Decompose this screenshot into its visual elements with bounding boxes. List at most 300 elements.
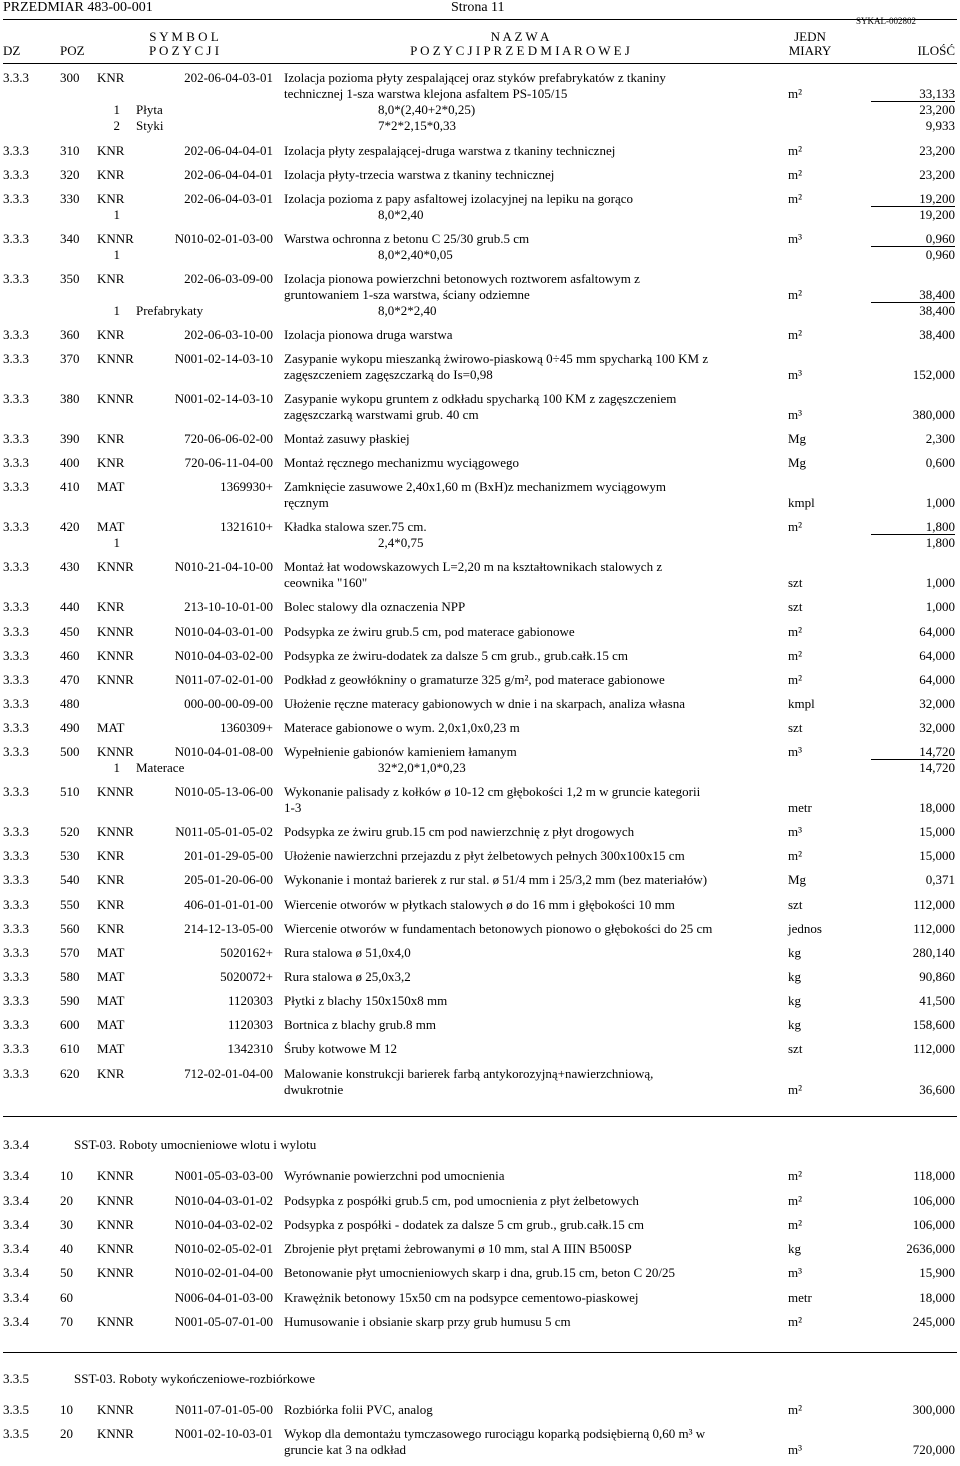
row-catalog-type: KNR xyxy=(97,1066,125,1081)
row-symbol: N010-21-04-10-00 xyxy=(174,559,273,574)
row-symbol: N010-05-13-06-00 xyxy=(174,784,273,799)
row-catalog-type: KNNR xyxy=(97,1402,134,1417)
row-quantity: 106,000 xyxy=(912,1193,955,1208)
row-quantity: 106,000 xyxy=(912,1217,955,1232)
row-position: 320 xyxy=(60,167,80,182)
column-header-quantity: ILOŚĆ xyxy=(917,43,955,58)
row-description: Izolacja pionowa powierzchni betonowych roztworem asfaltowym z xyxy=(284,271,640,286)
row-symbol: 214-12-13-05-00 xyxy=(184,921,273,936)
row-quantity: 1,000 xyxy=(925,575,955,590)
row-unit: m³ xyxy=(788,367,803,382)
row-catalog-type: KNR xyxy=(97,327,125,342)
row-symbol: 202-06-04-03-01 xyxy=(184,191,273,206)
calc-line-expression: 7*2*2,15*0,33 xyxy=(378,118,456,133)
row-catalog-type: KNNR xyxy=(97,1217,134,1232)
row-position: 590 xyxy=(60,993,80,1008)
calc-line-number: 1 xyxy=(113,247,120,262)
row-section: 3.3.4 xyxy=(3,1168,29,1183)
row-unit: m² xyxy=(788,848,803,863)
row-quantity: 23,200 xyxy=(919,167,955,182)
page-number: Strona 11 xyxy=(451,0,505,15)
row-section: 3.3.4 xyxy=(3,1290,29,1305)
column-header-symbol-top: S Y M B O L xyxy=(149,29,219,44)
row-description: Zasypanie wykopu gruntem z odkładu spycharką 100 KM z zagęszczeniem xyxy=(284,391,677,406)
row-symbol: N010-04-03-02-00 xyxy=(174,648,273,663)
calc-line-expression: 8,0*2,40 xyxy=(378,207,424,222)
calc-line-expression: 2,4*0,75 xyxy=(378,535,424,550)
row-section: 3.3.3 xyxy=(3,519,29,534)
row-symbol: 5020072+ xyxy=(220,969,273,984)
row-section: 3.3.3 xyxy=(3,479,29,494)
row-description: Izolacja pionowa druga warstwa xyxy=(284,327,453,342)
calc-line-number: 1 xyxy=(113,760,120,775)
row-quantity: 112,000 xyxy=(913,921,955,936)
row-section: 3.3.3 xyxy=(3,167,29,182)
row-section: 3.3.3 xyxy=(3,672,29,687)
row-quantity: 118,000 xyxy=(913,1168,955,1183)
row-description: Podsypka ze żwiru grub.5 cm, pod materace gabionowe xyxy=(284,624,575,639)
row-description: Materace gabionowe o wym. 2,0x1,0x0,23 m xyxy=(284,720,520,735)
row-description: Wykop dla demontażu tymczasowego rurociągu koparką podsiębierną 0,60 m³ w xyxy=(284,1426,706,1441)
row-catalog-type: KNNR xyxy=(97,1426,134,1441)
row-description: Humusowanie i obsianie skarp przy grub humusu 5 cm xyxy=(284,1314,571,1329)
row-quantity: 2636,000 xyxy=(906,1241,955,1256)
row-position: 440 xyxy=(60,599,80,614)
row-position: 540 xyxy=(60,872,80,887)
column-header-bottom-line xyxy=(3,63,957,64)
row-unit: m² xyxy=(788,167,803,182)
row-catalog-type: KNR xyxy=(97,143,125,158)
row-description: Ułożenie ręczne materacy gabionowych w dnie i na skarpach, analiza własna xyxy=(284,696,686,711)
row-position: 400 xyxy=(60,455,80,470)
row-position: 30 xyxy=(60,1217,73,1232)
calc-line-quantity: 1,800 xyxy=(925,535,955,550)
row-unit: szt xyxy=(788,1041,803,1056)
calc-line-quantity: 19,200 xyxy=(919,207,955,222)
row-description: zagęszczarką warstwami grub. 40 cm xyxy=(284,407,479,422)
row-description: Wiercenie otworów w fundamentach betonowych pionowo o głębokości do 25 cm xyxy=(284,921,713,936)
row-position: 470 xyxy=(60,672,80,687)
row-section: 3.3.3 xyxy=(3,143,29,158)
row-quantity: 90,860 xyxy=(919,969,955,984)
row-catalog-type: MAT xyxy=(97,519,125,534)
row-section: 3.3.3 xyxy=(3,559,29,574)
row-description: Płytki z blachy 150x150x8 mm xyxy=(284,993,448,1008)
row-section: 3.3.5 xyxy=(3,1402,29,1417)
row-catalog-type: MAT xyxy=(97,993,125,1008)
row-quantity: 15,000 xyxy=(919,824,955,839)
row-unit: m² xyxy=(788,1082,803,1097)
row-symbol: N011-05-01-05-02 xyxy=(175,824,273,839)
row-description: Podsypka ze żwiru-dodatek za dalsze 5 cm grub., grub.całk.15 cm xyxy=(284,648,629,663)
calc-line-label: Styki xyxy=(136,118,164,133)
row-position: 360 xyxy=(60,327,80,342)
row-position: 480 xyxy=(60,696,80,711)
row-description: Bortnica z blachy grub.8 mm xyxy=(284,1017,436,1032)
row-unit: m² xyxy=(788,287,803,302)
row-catalog-type: KNNR xyxy=(97,1193,134,1208)
row-catalog-type: MAT xyxy=(97,945,125,960)
row-symbol: N010-04-03-01-00 xyxy=(174,624,273,639)
section-separator-line xyxy=(3,1116,957,1117)
row-catalog-type: KNR xyxy=(97,921,125,936)
row-quantity: 15,900 xyxy=(919,1265,955,1280)
calc-line-label: Materace xyxy=(136,760,185,775)
row-unit: m² xyxy=(788,1402,803,1417)
row-symbol: N010-04-01-08-00 xyxy=(174,744,273,759)
calc-line-quantity: 9,933 xyxy=(925,118,955,133)
row-unit: m² xyxy=(788,1193,803,1208)
row-section: 3.3.3 xyxy=(3,993,29,1008)
row-symbol: N001-02-10-03-01 xyxy=(174,1426,273,1441)
column-header-dz: DZ xyxy=(3,43,21,58)
row-symbol: N001-05-07-01-00 xyxy=(174,1314,273,1329)
row-position: 530 xyxy=(60,848,80,863)
row-symbol: N010-02-01-03-00 xyxy=(174,231,273,246)
calc-line-quantity: 0,960 xyxy=(925,247,955,262)
row-position: 430 xyxy=(60,559,80,574)
row-description: Wyrównanie powierzchni pod umocnienia xyxy=(284,1168,505,1183)
row-catalog-type: KNNR xyxy=(97,624,134,639)
row-quantity: 158,600 xyxy=(912,1017,955,1032)
row-description: Izolacja pozioma płyty zespalającej oraz styków prefabrykatów z tkaniny xyxy=(284,70,666,85)
row-quantity: 0,600 xyxy=(925,455,955,470)
row-unit: m² xyxy=(788,672,803,687)
row-catalog-type: KNNR xyxy=(97,784,134,799)
header-top-line xyxy=(3,19,957,20)
row-catalog-type: KNNR xyxy=(97,351,134,366)
row-symbol: 720-06-11-04-00 xyxy=(184,455,273,470)
row-unit: m³ xyxy=(788,407,803,422)
column-header-poz: POZ xyxy=(60,43,85,58)
row-description: 1-3 xyxy=(284,800,302,815)
row-position: 410 xyxy=(60,479,80,494)
row-description: technicznej 1-sza warstwa klejona asfaltem PS-105/15 xyxy=(284,86,568,101)
calc-line-expression: 8,0*2*2,40 xyxy=(378,303,437,318)
row-symbol: N010-02-05-02-01 xyxy=(174,1241,273,1256)
row-symbol: N011-07-01-05-00 xyxy=(175,1402,273,1417)
row-unit: m³ xyxy=(788,1265,803,1280)
row-position: 50 xyxy=(60,1265,73,1280)
row-section: 3.3.3 xyxy=(3,848,29,863)
row-catalog-type: MAT xyxy=(97,1017,125,1032)
row-position: 60 xyxy=(60,1290,73,1305)
column-header-unit-bottom: MIARY xyxy=(788,43,832,58)
row-unit: szt xyxy=(788,599,803,614)
row-description: Malowanie konstrukcji barierek farbą antykorozyjną+nawierzchniową, xyxy=(284,1066,654,1081)
row-section: 3.3.3 xyxy=(3,327,29,342)
row-description: zagęszczeniem zagęszczarką do Is=0,98 xyxy=(284,367,493,382)
row-quantity: 18,000 xyxy=(919,1290,955,1305)
row-unit: metr xyxy=(788,800,812,815)
row-symbol: 1321610+ xyxy=(220,519,273,534)
row-symbol: N010-04-03-01-02 xyxy=(174,1193,273,1208)
row-catalog-type: KNNR xyxy=(97,231,134,246)
row-quantity: 38,400 xyxy=(919,327,955,342)
row-section: 3.3.3 xyxy=(3,391,29,406)
row-section: 3.3.4 xyxy=(3,1314,29,1329)
row-section: 3.3.5 xyxy=(3,1426,29,1441)
row-unit: m³ xyxy=(788,1442,803,1457)
row-section: 3.3.3 xyxy=(3,696,29,711)
row-unit: m² xyxy=(788,1314,803,1329)
row-quantity: 32,000 xyxy=(919,696,955,711)
row-catalog-type: KNR xyxy=(97,191,125,206)
row-description: Izolacja płyty-trzecia warstwa z tkaniny technicznej xyxy=(284,167,555,182)
row-quantity: 33,133 xyxy=(919,86,955,101)
row-position: 330 xyxy=(60,191,80,206)
row-section: 3.3.3 xyxy=(3,599,29,614)
row-catalog-type: MAT xyxy=(97,1041,125,1056)
column-header-name-top: N A Z W A xyxy=(490,29,550,44)
row-symbol: N001-02-14-03-10 xyxy=(174,391,273,406)
row-description: ręcznym xyxy=(284,495,329,510)
row-catalog-type: KNNR xyxy=(97,1241,134,1256)
row-catalog-type: KNR xyxy=(97,872,125,887)
row-description: Izolacja pozioma z papy asfaltowej izolacyjnej na lepiku na gorąco xyxy=(284,191,634,206)
row-section: 3.3.3 xyxy=(3,70,29,85)
row-description: Rura stalowa ø 25,0x3,2 xyxy=(284,969,411,984)
row-unit: kg xyxy=(788,993,801,1008)
calc-line-label: Płyta xyxy=(136,102,163,117)
row-catalog-type: KNR xyxy=(97,848,125,863)
row-symbol: 1360309+ xyxy=(220,720,273,735)
row-unit: m² xyxy=(788,191,803,206)
calc-line-expression: 8,0*2,40*0,05 xyxy=(378,247,453,262)
row-catalog-type: KNR xyxy=(97,70,125,85)
row-position: 610 xyxy=(60,1041,80,1056)
row-section: 3.3.3 xyxy=(3,921,29,936)
row-catalog-type: KNR xyxy=(97,599,125,614)
row-quantity: 300,000 xyxy=(912,1402,955,1417)
row-unit: m³ xyxy=(788,824,803,839)
row-unit: szt xyxy=(788,897,803,912)
row-description: Wiercenie otworów w płytkach stalowych ø do 16 mm i głębokości 10 mm xyxy=(284,897,675,912)
calc-line-expression: 32*2,0*1,0*0,23 xyxy=(378,760,466,775)
row-quantity: 1,000 xyxy=(925,495,955,510)
row-position: 390 xyxy=(60,431,80,446)
row-unit: m² xyxy=(788,519,803,534)
row-position: 420 xyxy=(60,519,80,534)
row-quantity: 720,000 xyxy=(912,1442,955,1457)
row-quantity: 38,400 xyxy=(919,287,955,302)
row-unit: kg xyxy=(788,969,801,984)
calc-line-label: Prefabrykaty xyxy=(136,303,204,318)
document-title: PRZEDMIAR 483-00-001 xyxy=(3,0,153,15)
calc-line-quantity: 38,400 xyxy=(919,303,955,318)
row-unit: jednos xyxy=(788,921,822,936)
row-description: Wykonanie palisady z kołków ø 10-12 cm głębokości 1,2 m w gruncie kategorii xyxy=(284,784,701,799)
row-symbol: N006-04-01-03-00 xyxy=(174,1290,273,1305)
row-symbol: 5020162+ xyxy=(220,945,273,960)
row-unit: m² xyxy=(788,1217,803,1232)
row-section: 3.3.4 xyxy=(3,1265,29,1280)
row-quantity: 1,000 xyxy=(925,599,955,614)
row-description: Ułożenie nawierzchni przejazdu z płyt żelbetowych pełnych 300x100x15 cm xyxy=(284,848,685,863)
row-description: Warstwa ochronna z betonu C 25/30 grub.5 cm xyxy=(284,231,530,246)
row-position: 490 xyxy=(60,720,80,735)
row-section: 3.3.3 xyxy=(3,231,29,246)
row-symbol: 720-06-06-02-00 xyxy=(184,431,273,446)
row-description: Montaż ręcznego mechanizmu wyciągowego xyxy=(284,455,519,470)
row-catalog-type: MAT xyxy=(97,720,125,735)
calc-line-expression: 8,0*(2,40+2*0,25) xyxy=(378,102,476,117)
row-section: 3.3.3 xyxy=(3,824,29,839)
row-position: 550 xyxy=(60,897,80,912)
row-section: 3.3.3 xyxy=(3,969,29,984)
section-number: 3.3.4 xyxy=(3,1137,29,1152)
row-description: Wypełnienie gabionów kamieniem łamanym xyxy=(284,744,517,759)
row-catalog-type: KNR xyxy=(97,167,125,182)
row-section: 3.3.3 xyxy=(3,1066,29,1081)
row-description: Izolacja płyty zespalającej-druga warstwa z tkaniny technicznej xyxy=(284,143,616,158)
row-description: Bolec stalowy dla oznaczenia NPP xyxy=(284,599,466,614)
row-description: Podsypka z pospółki - dodatek za dalsze 5 cm grub., grub.całk.15 cm xyxy=(284,1217,644,1232)
row-section: 3.3.3 xyxy=(3,872,29,887)
row-quantity: 152,000 xyxy=(912,367,955,382)
row-quantity: 0,960 xyxy=(925,231,955,246)
row-quantity: 64,000 xyxy=(919,648,955,663)
row-unit: kg xyxy=(788,1017,801,1032)
row-catalog-type: KNNR xyxy=(97,672,134,687)
row-catalog-type: KNNR xyxy=(97,744,134,759)
row-description: Zasypanie wykopu mieszanką żwirowo-piaskową 0÷45 mm spycharką 100 KM z xyxy=(284,351,709,366)
row-description: Śruby kotwowe M 12 xyxy=(284,1041,398,1056)
row-position: 340 xyxy=(60,231,80,246)
row-position: 350 xyxy=(60,271,80,286)
row-catalog-type: MAT xyxy=(97,969,125,984)
row-position: 620 xyxy=(60,1066,80,1081)
row-section: 3.3.3 xyxy=(3,744,29,759)
row-symbol: 202-06-03-09-00 xyxy=(184,271,273,286)
row-symbol: 1120303 xyxy=(227,1017,273,1032)
row-unit: m³ xyxy=(788,231,803,246)
row-position: 380 xyxy=(60,391,80,406)
row-section: 3.3.4 xyxy=(3,1241,29,1256)
row-section: 3.3.3 xyxy=(3,648,29,663)
row-catalog-type: KNR xyxy=(97,431,125,446)
row-position: 20 xyxy=(60,1426,73,1441)
row-quantity: 2,300 xyxy=(925,431,955,446)
row-quantity: 18,000 xyxy=(919,800,955,815)
row-symbol: 201-01-29-05-00 xyxy=(184,848,273,863)
row-unit: Mg xyxy=(788,872,807,887)
row-unit: m² xyxy=(788,327,803,342)
row-quantity: 1,800 xyxy=(925,519,955,534)
row-position: 520 xyxy=(60,824,80,839)
row-section: 3.3.3 xyxy=(3,1017,29,1032)
row-unit: Mg xyxy=(788,431,807,446)
row-quantity: 14,720 xyxy=(919,744,955,759)
row-unit: Mg xyxy=(788,455,807,470)
row-unit: szt xyxy=(788,720,803,735)
row-unit: metr xyxy=(788,1290,812,1305)
row-position: 460 xyxy=(60,648,80,663)
row-catalog-type: MAT xyxy=(97,479,125,494)
row-quantity: 15,000 xyxy=(919,848,955,863)
row-description: Wykonanie i montaż barierek z rur stal. ø 51/4 mm i 25/3,2 mm (bez materiałów) xyxy=(284,872,708,887)
row-position: 500 xyxy=(60,744,80,759)
row-description: Betonowanie płyt umocnieniowych skarp i dna, grub.15 cm, beton C 20/25 xyxy=(284,1265,676,1280)
row-symbol: N010-02-01-04-00 xyxy=(174,1265,273,1280)
column-header-name-bottom: P O Z Y C J I P R Z E D M I A R O W E J xyxy=(410,43,630,58)
section-number: 3.3.5 xyxy=(3,1371,29,1386)
row-unit: m² xyxy=(788,86,803,101)
row-symbol: 202-06-04-03-01 xyxy=(184,70,273,85)
row-position: 70 xyxy=(60,1314,73,1329)
row-symbol: 202-06-03-10-00 xyxy=(184,327,273,342)
row-position: 10 xyxy=(60,1402,73,1417)
row-catalog-type: KNNR xyxy=(97,648,134,663)
row-position: 580 xyxy=(60,969,80,984)
row-symbol: N001-05-03-03-00 xyxy=(174,1168,273,1183)
row-catalog-type: KNR xyxy=(97,271,125,286)
calc-line-number: 2 xyxy=(113,118,120,133)
row-description: Montaż zasuwy płaskiej xyxy=(284,431,410,446)
section-title: SST-03. Roboty wykończeniowe-rozbiórkowe xyxy=(74,1371,316,1386)
row-catalog-type: KNNR xyxy=(97,391,134,406)
row-unit: m² xyxy=(788,1168,803,1183)
row-quantity: 19,200 xyxy=(919,191,955,206)
row-section: 3.3.3 xyxy=(3,624,29,639)
row-quantity: 0,371 xyxy=(925,872,955,887)
row-symbol: N001-02-14-03-10 xyxy=(174,351,273,366)
row-position: 510 xyxy=(60,784,80,799)
row-quantity: 112,000 xyxy=(913,1041,955,1056)
row-symbol: 202-06-04-04-01 xyxy=(184,143,273,158)
row-catalog-type: KNR xyxy=(97,897,125,912)
row-unit: kmpl xyxy=(788,495,815,510)
calc-line-quantity: 23,200 xyxy=(919,102,955,117)
row-quantity: 23,200 xyxy=(919,143,955,158)
row-catalog-type: KNNR xyxy=(97,1168,134,1183)
row-position: 310 xyxy=(60,143,80,158)
row-description: Podsypka z pospółki grub.5 cm, pod umocnienia z płyt żelbetowych xyxy=(284,1193,639,1208)
row-quantity: 41,500 xyxy=(919,993,955,1008)
row-description: gruncie kat 3 na odkład xyxy=(284,1442,407,1457)
row-quantity: 32,000 xyxy=(919,720,955,735)
row-unit: kg xyxy=(788,945,801,960)
row-symbol: 205-01-20-06-00 xyxy=(184,872,273,887)
row-position: 300 xyxy=(60,70,80,85)
row-section: 3.3.3 xyxy=(3,455,29,470)
row-catalog-type: KNNR xyxy=(97,1265,134,1280)
row-description: dwukrotnie xyxy=(284,1082,344,1097)
section-title: SST-03. Roboty umocnieniowe wlotu i wylotu xyxy=(74,1137,317,1152)
row-unit: m² xyxy=(788,624,803,639)
row-quantity: 36,600 xyxy=(919,1082,955,1097)
row-catalog-type: KNNR xyxy=(97,1314,134,1329)
row-unit: szt xyxy=(788,575,803,590)
row-unit: m³ xyxy=(788,744,803,759)
row-section: 3.3.3 xyxy=(3,1041,29,1056)
row-section: 3.3.4 xyxy=(3,1193,29,1208)
row-quantity: 64,000 xyxy=(919,672,955,687)
row-description: Rura stalowa ø 51,0x4,0 xyxy=(284,945,411,960)
row-symbol: 1120303 xyxy=(227,993,273,1008)
row-section: 3.3.3 xyxy=(3,945,29,960)
row-description: Kładka stalowa szer.75 cm. xyxy=(284,519,427,534)
row-symbol: 1342310 xyxy=(227,1041,273,1056)
row-section: 3.3.3 xyxy=(3,720,29,735)
row-catalog-type: KNNR xyxy=(97,824,134,839)
row-quantity: 245,000 xyxy=(912,1314,955,1329)
column-header-unit-top: JEDN xyxy=(794,29,826,44)
row-position: 560 xyxy=(60,921,80,936)
row-quantity: 112,000 xyxy=(913,897,955,912)
row-description: Rozbiórka folii PVC, analog xyxy=(284,1402,433,1417)
row-position: 40 xyxy=(60,1241,73,1256)
